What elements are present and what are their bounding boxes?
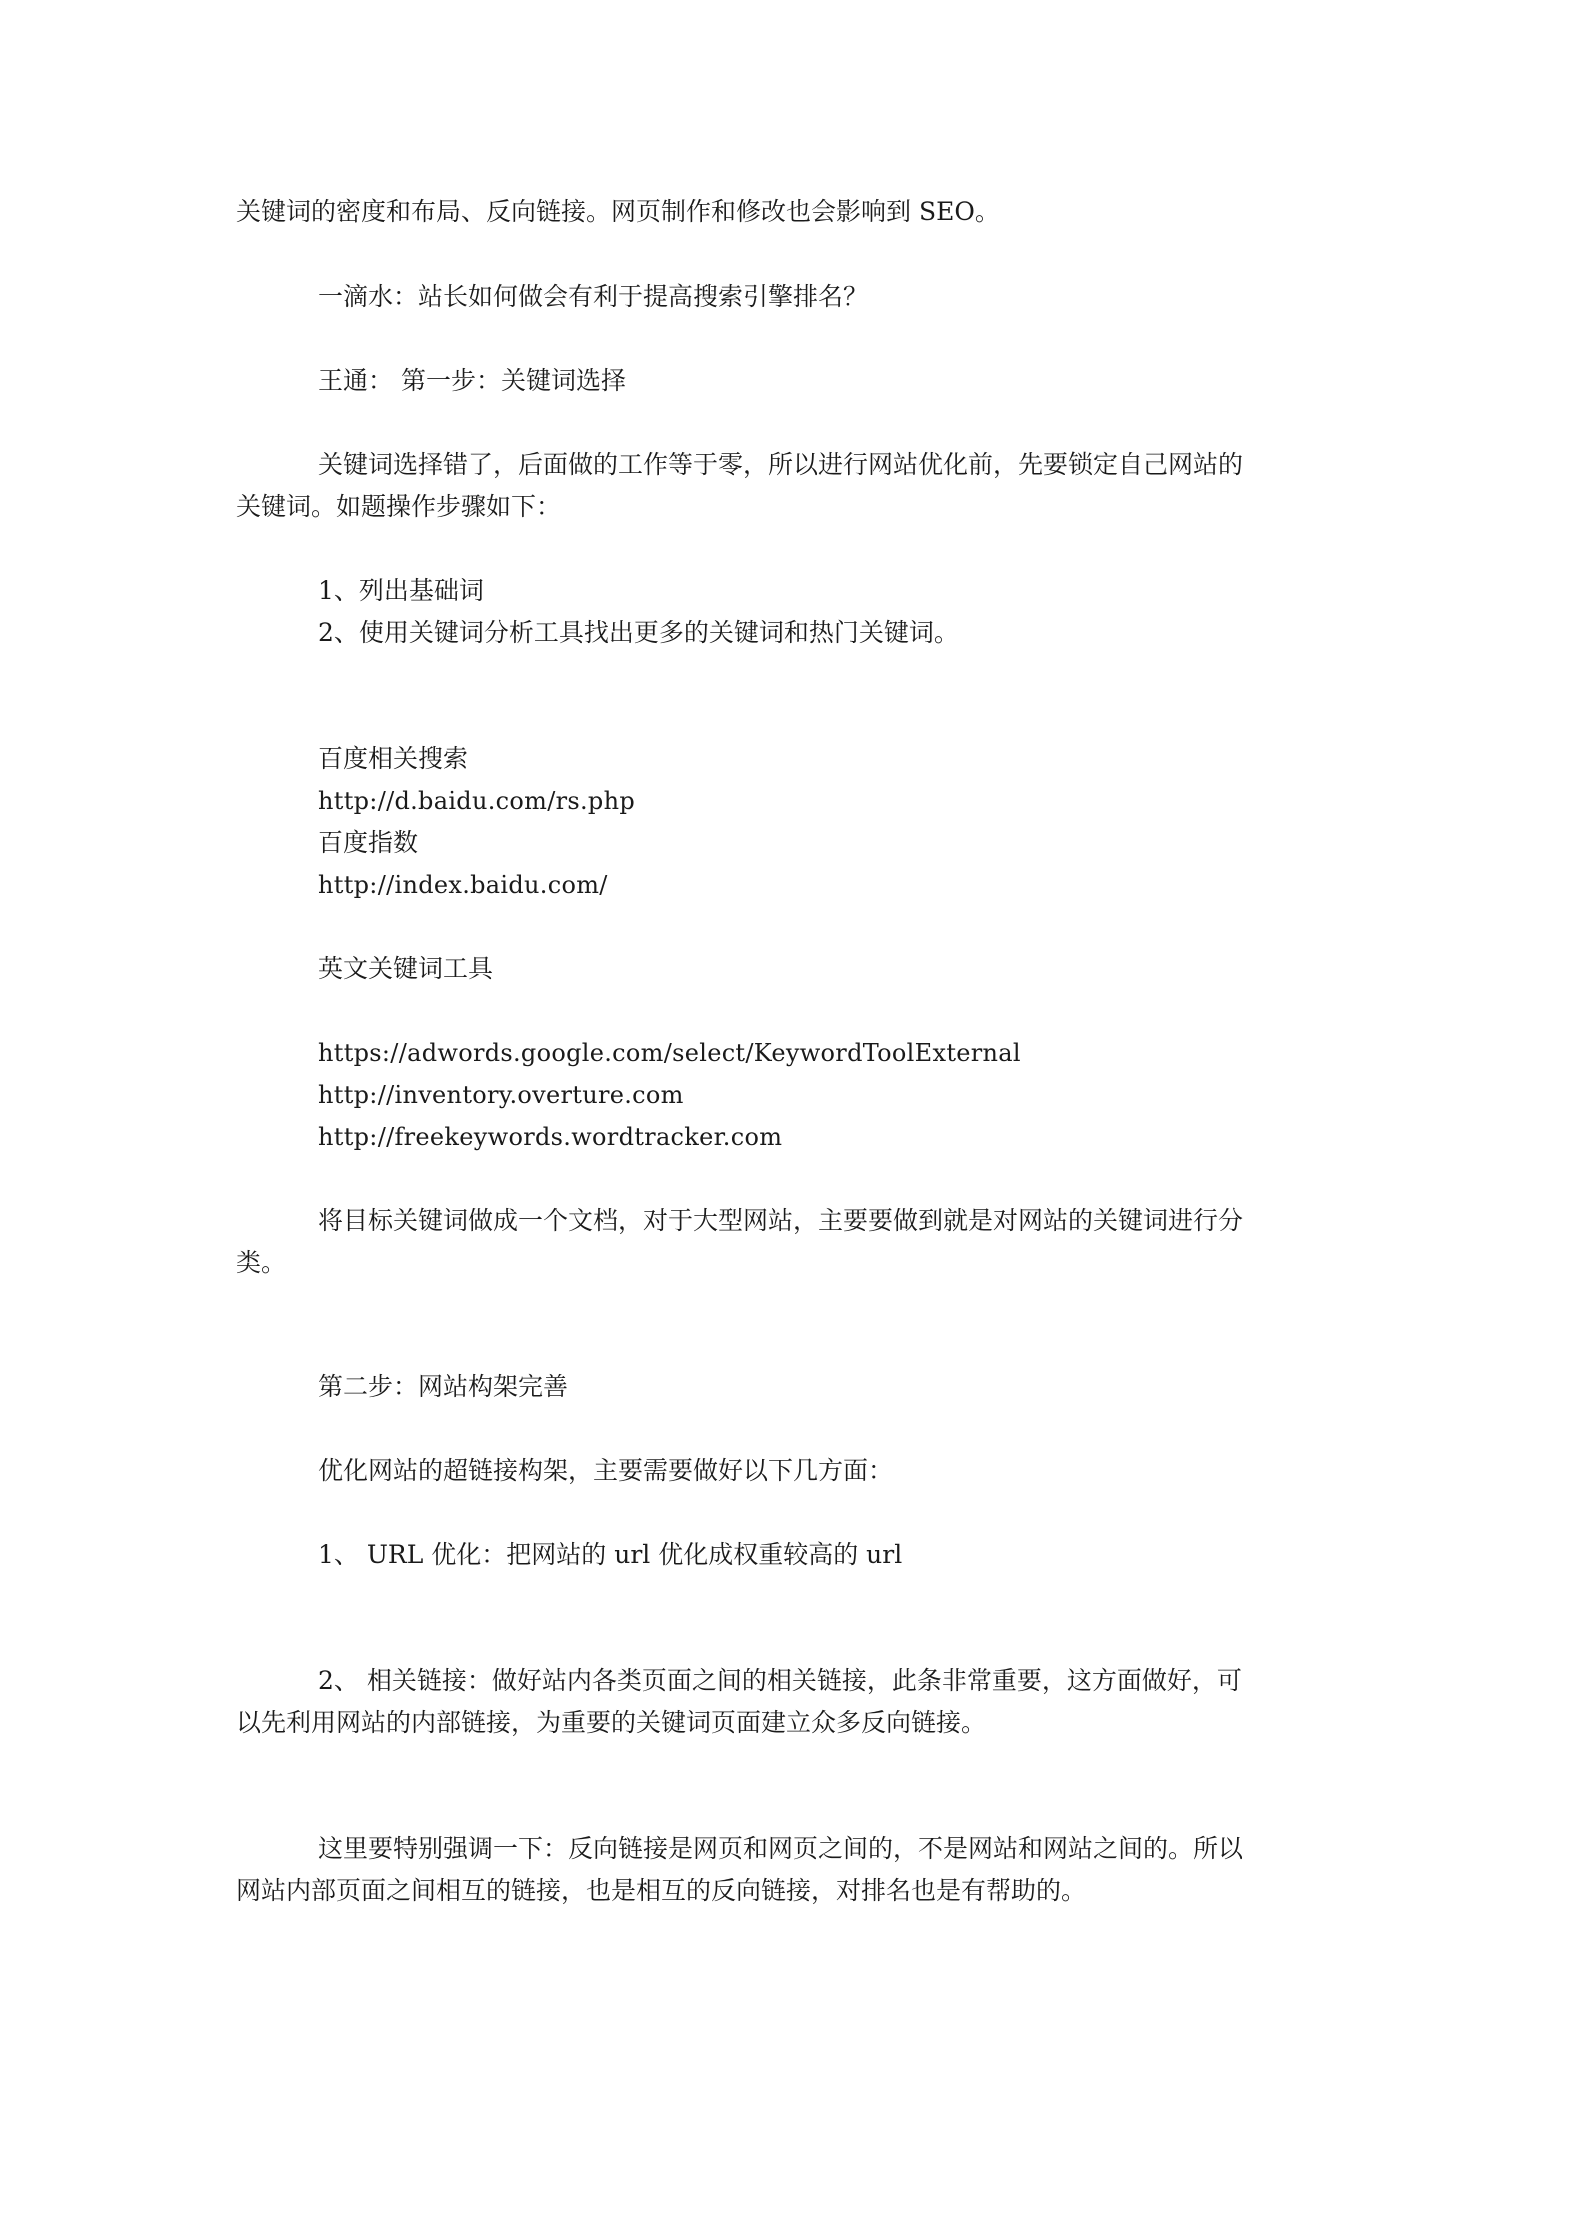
overture-url: http://inventory.overture.com — [318, 1081, 684, 1109]
baidu-index-url: http://index.baidu.com/ — [318, 871, 608, 899]
adwords-url: https://adwords.google.com/select/KeywordToolExternal — [318, 1039, 1021, 1067]
keyword-paragraph-line-1: 关键词选择错了，后面做的工作等于零，所以进行网站优化前，先要锁定自己网站的 — [318, 450, 1244, 479]
paragraph-intro-line: 关键词的密度和布局、反向链接。网页制作和修改也会影响到 SEO。 — [236, 197, 1000, 226]
document-paragraph-line-1: 将目标关键词做成一个文档，对于大型网站，主要要做到就是对网站的关键词进行分 — [318, 1206, 1244, 1235]
related-links-line-1: 2、 相关链接：做好站内各类页面之间的相关链接，此条非常重要，这方面做好，可 — [318, 1666, 1242, 1695]
list-item-2: 2、使用关键词分析工具找出更多的关键词和热门关键词。 — [318, 618, 959, 647]
question-line: 一滴水：站长如何做会有利于提高搜索引擎排名？ — [318, 282, 869, 311]
baidu-related-search-label: 百度相关搜索 — [318, 744, 469, 773]
step-one-heading: 王通： 第一步：关键词选择 — [318, 366, 626, 395]
related-links-line-2: 以先利用网站的内部链接，为重要的关键词页面建立众多反向链接。 — [236, 1708, 987, 1737]
baidu-related-search-url: http://d.baidu.com/rs.php — [318, 787, 635, 815]
document-paragraph-line-2: 类。 — [236, 1248, 287, 1277]
emphasis-paragraph-line-1: 这里要特别强调一下：反向链接是网页和网页之间的，不是网站和网站之间的。所以 — [318, 1834, 1244, 1863]
baidu-index-label: 百度指数 — [318, 828, 419, 857]
list-item-1: 1、列出基础词 — [318, 576, 484, 605]
english-keyword-tools-label: 英文关键词工具 — [318, 954, 494, 983]
hyperlink-structure-line: 优化网站的超链接构架，主要需要做好以下几方面： — [318, 1456, 894, 1485]
url-optimization-item: 1、 URL 优化：把网站的 url 优化成权重较高的 url — [318, 1540, 903, 1569]
keyword-paragraph-line-2: 关键词。如题操作步骤如下： — [236, 492, 562, 521]
step-two-heading: 第二步：网站构架完善 — [318, 1372, 569, 1401]
wordtracker-url: http://freekeywords.wordtracker.com — [318, 1123, 783, 1151]
emphasis-paragraph-line-2: 网站内部页面之间相互的链接，也是相互的反向链接，对排名也是有帮助的。 — [236, 1876, 1087, 1905]
